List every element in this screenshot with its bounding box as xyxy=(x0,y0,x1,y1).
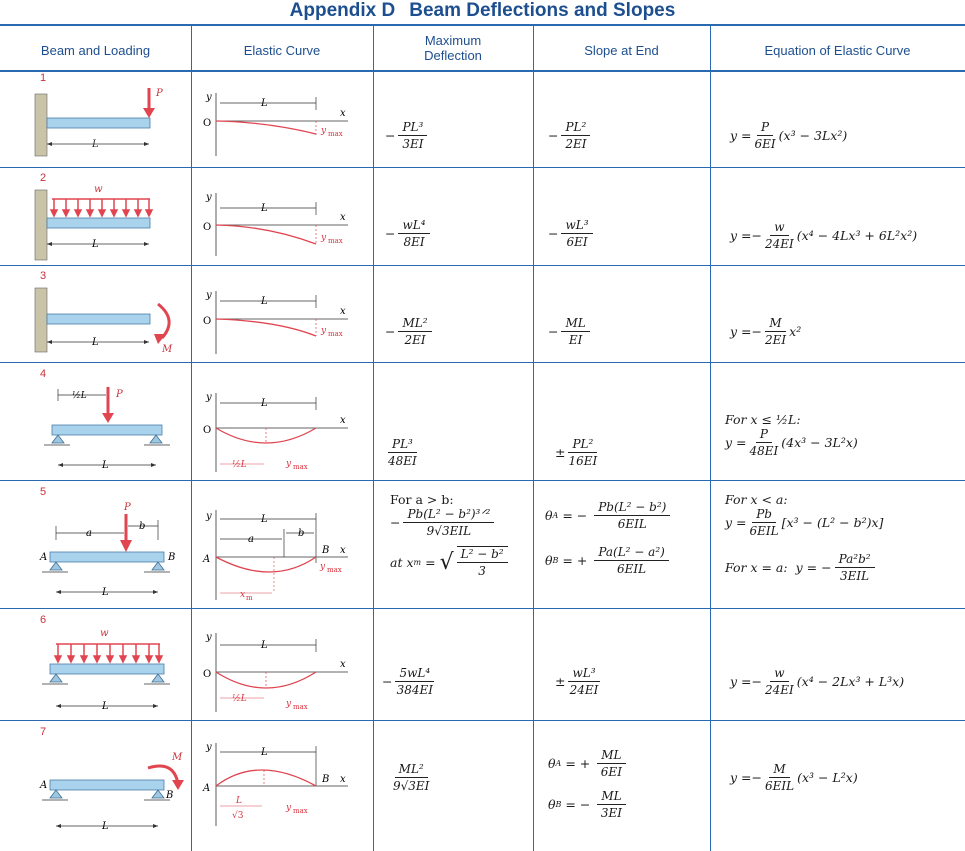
svg-text:½L: ½L xyxy=(232,694,247,704)
svg-text:x: x xyxy=(340,108,346,119)
svg-text:y: y xyxy=(286,459,292,469)
row-divider xyxy=(0,362,965,363)
svg-text:max: max xyxy=(328,130,343,138)
row-number: 6 xyxy=(40,614,47,626)
max-deflection-5: For a > b: − Pb(L² − b²)³ᐟ² 9√3EIL at x m = √ L² − b² 3 xyxy=(390,492,511,604)
row-number: 7 xyxy=(40,726,47,738)
beam-diagram-cantilever-end-moment xyxy=(30,282,180,357)
svg-text:w: w xyxy=(100,628,109,639)
row-number: 1 xyxy=(40,72,47,84)
svg-text:y: y xyxy=(321,233,327,243)
elastic-curve-2 xyxy=(198,188,368,260)
column-divider xyxy=(191,24,192,851)
beam-diagram-simple-center-load xyxy=(40,385,185,475)
header-elastic-curve: Elastic Curve xyxy=(243,42,321,58)
elastic-curve-4 xyxy=(198,388,368,476)
svg-text:M: M xyxy=(162,344,173,355)
svg-text:y: y xyxy=(206,742,212,753)
slope-6: ± $\frac{\text{wL³}}{24EI}$ xyxy=(555,665,599,697)
svg-text:y: y xyxy=(206,392,212,403)
svg-text:L: L xyxy=(102,821,109,832)
svg-text:a: a xyxy=(86,528,92,539)
svg-text:y: y xyxy=(206,632,212,643)
svg-text:A: A xyxy=(40,552,48,563)
row-divider xyxy=(0,167,965,168)
row-divider xyxy=(0,265,965,266)
svg-text:½L: ½L xyxy=(232,460,247,470)
svg-text:√3: √3 xyxy=(232,811,244,821)
svg-text:O: O xyxy=(203,222,212,233)
appendix-title: Beam Deflections and Slopes xyxy=(409,0,676,21)
slope-4: ± $\frac{\text{PL²}}{16EI}$ xyxy=(555,436,598,468)
svg-text:A: A xyxy=(40,780,48,791)
svg-text:L: L xyxy=(261,98,268,109)
max-deflection-7: ML² 9√3EI xyxy=(393,761,430,793)
max-deflection-2: − $\frac{\text{wL⁴}}{8EI}$ xyxy=(385,208,433,258)
elastic-equation-1: y = P 6EI (x³ − 3Lx²) xyxy=(730,119,848,151)
max-deflection-1: − $\frac{\text{PL³}}{3EI}$ xyxy=(385,110,430,160)
svg-text:L: L xyxy=(236,796,242,806)
row-number: 2 xyxy=(40,172,47,184)
elastic-equation-7: y = − M 6EIL (x³ − L²x) xyxy=(730,761,858,793)
svg-text:b: b xyxy=(139,521,146,532)
row-divider xyxy=(0,480,965,481)
svg-text:L: L xyxy=(261,296,268,307)
svg-text:L: L xyxy=(102,460,109,471)
svg-text:x: x xyxy=(340,306,346,317)
svg-text:L: L xyxy=(261,203,268,214)
svg-text:L: L xyxy=(261,747,268,758)
header-max-deflection-line2: Deflection xyxy=(424,48,482,63)
svg-text:B: B xyxy=(322,774,330,785)
svg-text:A: A xyxy=(203,554,211,565)
header-slope: Slope at End xyxy=(584,42,659,58)
svg-text:L: L xyxy=(261,514,268,525)
svg-text:max: max xyxy=(293,703,308,711)
svg-text:x: x xyxy=(340,212,346,223)
svg-text:L: L xyxy=(102,587,109,598)
elastic-equation-4: For x ≤ ½L: y = P 48EI (4x³ − 3L²x) xyxy=(725,412,858,458)
svg-text:O: O xyxy=(203,425,212,436)
slope-2: − $\frac{\text{wL³}}{6EI}$ xyxy=(548,208,596,258)
beam-diagram-simple-end-moment xyxy=(36,746,186,838)
row-number: 4 xyxy=(40,368,47,380)
slope-1: − $\frac{\text{PL²}}{2EI}$ xyxy=(548,110,593,160)
elastic-curve-7 xyxy=(198,740,368,828)
svg-text:y: y xyxy=(286,699,292,709)
max-deflection-6: − $\frac{\text{5wL⁴}}{384EI}$ xyxy=(382,665,434,697)
beam-diagram-simple-offset-load xyxy=(36,500,186,600)
row-divider xyxy=(0,720,965,721)
svg-text:x: x xyxy=(340,415,346,426)
svg-text:y: y xyxy=(321,126,327,136)
elastic-equation-2: y = − $\frac{w}{24EI}$ (x⁴ − 4Lx³ + 6L²x²) xyxy=(730,219,918,251)
row-divider xyxy=(0,608,965,609)
svg-text:max: max xyxy=(328,330,343,338)
column-divider xyxy=(533,24,534,851)
column-divider xyxy=(373,24,374,851)
length-label-l: L xyxy=(92,139,99,150)
svg-text:O: O xyxy=(203,316,212,327)
svg-text:½L: ½L xyxy=(72,391,87,401)
svg-text:A: A xyxy=(203,783,211,794)
elastic-curve-6 xyxy=(198,628,368,716)
svg-text:B: B xyxy=(322,545,330,556)
beam-diagram-cantilever-uniform-load xyxy=(30,182,180,262)
max-deflection-4: PL³ 48EI xyxy=(388,436,417,468)
elastic-curve-5 xyxy=(198,505,368,603)
svg-text:max: max xyxy=(293,463,308,471)
svg-text:y: y xyxy=(206,92,212,103)
svg-text:max: max xyxy=(328,237,343,245)
svg-text:x: x xyxy=(340,659,346,670)
header-equation: Equation of Elastic Curve xyxy=(764,42,911,58)
slope-3: − $\frac{ML}{EI}$ xyxy=(548,306,593,356)
column-divider xyxy=(710,24,711,851)
appendix-label: Appendix D xyxy=(289,0,396,21)
svg-text:L: L xyxy=(102,701,109,712)
svg-text:m: m xyxy=(246,594,253,602)
svg-text:L: L xyxy=(261,398,268,409)
svg-text:L: L xyxy=(92,337,99,348)
header-beam-loading: Beam and Loading xyxy=(40,42,151,58)
svg-text:y: y xyxy=(206,290,212,301)
row-number: 5 xyxy=(40,486,47,498)
max-deflection-3: − $\frac{\text{ML²}}{2EI}$ xyxy=(385,306,435,356)
load-label-p: P xyxy=(156,88,163,99)
slope-7: θ A = + $\frac{ML}{6EI}$ θ B = − $\frac{ML}{3EI}$ xyxy=(548,748,629,850)
svg-text:y: y xyxy=(286,803,292,813)
svg-text:a: a xyxy=(248,534,254,545)
slope-5: θ A = − Pb(L² − b²) 6EIL θ B = + Pa(L² − a²) 6EIL xyxy=(545,500,673,604)
svg-text:w: w xyxy=(94,184,103,195)
svg-text:y: y xyxy=(206,192,212,203)
beam-diagram-cantilever-point-load xyxy=(30,84,180,159)
header-max-deflection-line1: Maximum xyxy=(424,33,482,48)
beam-diagram-simple-uniform-load xyxy=(36,624,186,716)
svg-text:M: M xyxy=(172,752,183,763)
svg-text:y: y xyxy=(320,562,326,572)
svg-text:L: L xyxy=(92,239,99,250)
svg-text:x: x xyxy=(340,545,346,556)
page-title xyxy=(0,0,965,24)
elastic-curve-3 xyxy=(198,286,368,358)
elastic-equation-5: For x < a: y = Pb 6EIL [x³ − (L² − b²)x] For x = a: y = − Pa²b² 3EIL xyxy=(725,492,884,583)
svg-text:max: max xyxy=(327,566,342,574)
svg-text:b: b xyxy=(298,528,305,539)
svg-text:y: y xyxy=(206,511,212,522)
svg-text:O: O xyxy=(203,669,212,680)
svg-text:x: x xyxy=(240,590,246,600)
header-max-deflection xyxy=(373,26,533,70)
svg-text:max: max xyxy=(293,807,308,815)
row-number: 3 xyxy=(40,270,47,282)
elastic-curve-1 xyxy=(198,88,368,160)
svg-text:x: x xyxy=(340,774,346,785)
svg-text:B: B xyxy=(166,790,174,801)
svg-text:O: O xyxy=(203,118,212,129)
svg-text:P: P xyxy=(116,389,123,400)
svg-text:P: P xyxy=(124,502,131,513)
svg-text:B: B xyxy=(168,552,176,563)
elastic-equation-6: y = − $\frac{w}{24EI}$ (x⁴ − 2Lx³ + L³x) xyxy=(730,665,905,697)
elastic-equation-3: y = − $\frac{M}{2EI}$ x² xyxy=(730,315,802,347)
svg-text:y: y xyxy=(321,326,327,336)
svg-text:L: L xyxy=(261,640,268,651)
